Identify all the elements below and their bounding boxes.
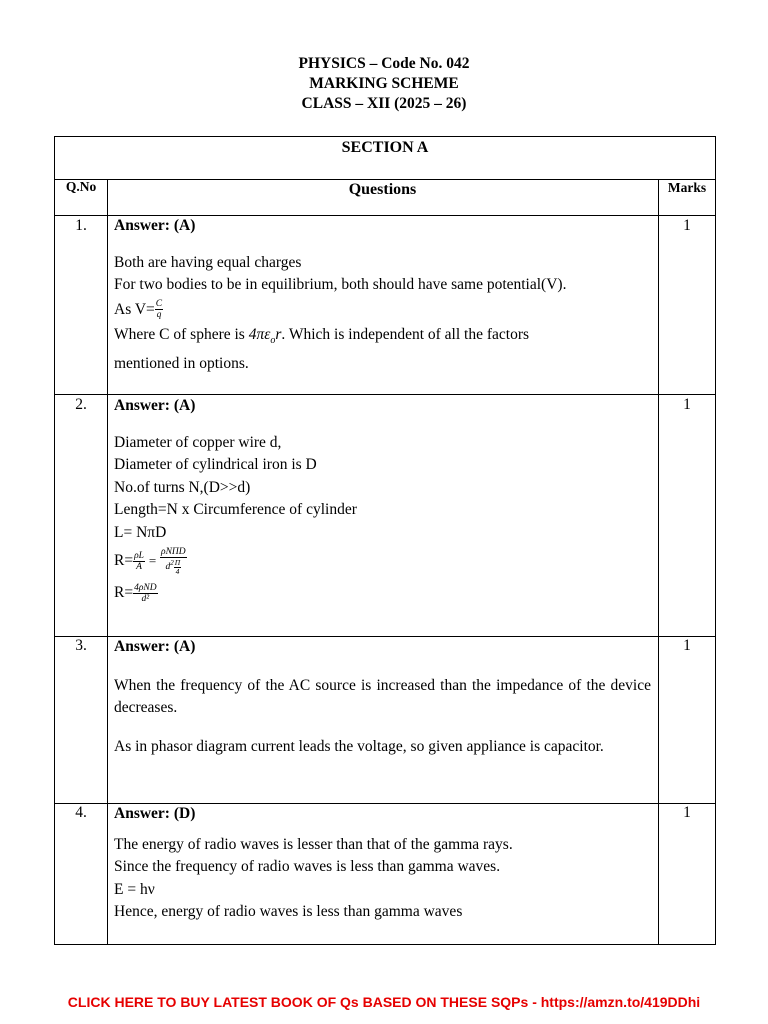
answer-paragraph: As in phasor diagram current leads the voltage, so given appliance is capacitor. bbox=[114, 737, 604, 755]
question-number: 2. bbox=[75, 396, 87, 413]
fraction-numerator: 4ρND bbox=[134, 582, 157, 593]
math-subscript: o bbox=[270, 335, 276, 347]
fraction-denominator: A bbox=[136, 561, 142, 572]
answer-line bbox=[114, 324, 651, 353]
answer-line: The energy of radio waves is lesser than that of the gamma rays. bbox=[114, 835, 513, 853]
marks-value: 1 bbox=[683, 217, 691, 234]
answer-label: Answer: (A) bbox=[114, 397, 196, 414]
question-number: 4. bbox=[75, 804, 87, 821]
answer-label: Answer: (D) bbox=[114, 805, 196, 822]
fraction-denominator bbox=[160, 558, 187, 575]
answer-label: Answer: (A) bbox=[114, 638, 196, 655]
answer-line: L= NπD bbox=[114, 523, 167, 541]
question-number: 3. bbox=[75, 637, 87, 654]
fraction-denominator: q bbox=[156, 310, 162, 321]
buy-book-link[interactable]: CLICK HERE TO BUY LATEST BOOK OF Qs BASED ON THESE SQPs - https://amzn.to/419DDhi bbox=[67, 994, 701, 1010]
fraction-numerator: ρL bbox=[134, 550, 144, 561]
formula-text: R= bbox=[114, 552, 134, 569]
answer-cell bbox=[114, 636, 651, 758]
denominator-exponent: 2 bbox=[170, 559, 174, 568]
fraction-numerator: C bbox=[155, 299, 163, 310]
marking-scheme-table bbox=[54, 136, 716, 945]
answer-line: Hence, energy of radio waves is less than gamma waves bbox=[114, 903, 463, 920]
spacer bbox=[114, 720, 651, 736]
nested-fraction bbox=[174, 559, 181, 576]
answer-line: Diameter of cylindrical iron is D bbox=[114, 456, 317, 473]
answer-paragraph: When the frequency of the AC source is increased than the impedance of the device decreases. bbox=[114, 676, 651, 716]
fraction bbox=[155, 299, 163, 320]
fraction-numerator: Π bbox=[174, 557, 181, 567]
column-header-marks: Marks bbox=[667, 180, 707, 195]
fraction bbox=[160, 547, 187, 575]
formula-line bbox=[114, 299, 651, 322]
table-divider bbox=[107, 179, 108, 944]
answer-line: For two bodies to be in equilibrium, both should have same potential(V). bbox=[114, 276, 567, 293]
answer-text: Where C of sphere is bbox=[114, 326, 249, 343]
marks-value: 1 bbox=[683, 396, 691, 413]
fraction-denominator: 4 bbox=[175, 566, 180, 576]
fraction-denominator: d² bbox=[141, 593, 150, 604]
answer-line: Both are having equal charges bbox=[114, 253, 302, 271]
formula-line bbox=[114, 544, 651, 578]
answer-line: E = hν bbox=[114, 880, 155, 898]
doc-title-scheme: MARKING SCHEME bbox=[309, 75, 459, 92]
doc-title-class: CLASS – XII (2025 – 26) bbox=[301, 95, 467, 112]
math-variable: r bbox=[275, 326, 282, 343]
math-expression: 4πε bbox=[248, 326, 271, 343]
formula-text: As V= bbox=[114, 300, 155, 318]
answer-line: Diameter of copper wire d, bbox=[114, 433, 282, 451]
answer-line: mentioned in options. bbox=[114, 354, 249, 372]
marks-value: 1 bbox=[683, 637, 691, 654]
answer-cell bbox=[114, 215, 651, 375]
answer-label: Answer: (A) bbox=[114, 217, 196, 234]
answer-cell bbox=[114, 803, 651, 924]
answer-line: Since the frequency of radio waves is less than gamma waves. bbox=[114, 858, 501, 875]
marks-value: 1 bbox=[683, 804, 691, 821]
formula-text: R= bbox=[114, 584, 134, 601]
formula-line bbox=[114, 578, 651, 608]
doc-title-subject: PHYSICS – Code No. 042 bbox=[298, 55, 470, 72]
table-divider bbox=[658, 179, 659, 944]
denominator-base: d bbox=[165, 562, 171, 573]
column-header-qno: Q.No bbox=[65, 179, 97, 194]
fraction-numerator: ρNΠD bbox=[161, 547, 186, 558]
equals-sign: = bbox=[148, 553, 157, 568]
section-title: SECTION A bbox=[341, 139, 429, 156]
column-header-questions: Questions bbox=[348, 181, 417, 198]
answer-line: No.of turns N,(D>>d) bbox=[114, 478, 251, 496]
answer-cell bbox=[114, 395, 651, 608]
answer-text: . Which is independent of all the factors bbox=[281, 326, 530, 343]
answer-line: Length=N x Circumference of cylinder bbox=[114, 501, 357, 518]
question-number: 1. bbox=[75, 217, 87, 234]
fraction bbox=[133, 583, 158, 604]
fraction bbox=[133, 551, 145, 572]
table-divider bbox=[55, 179, 715, 180]
